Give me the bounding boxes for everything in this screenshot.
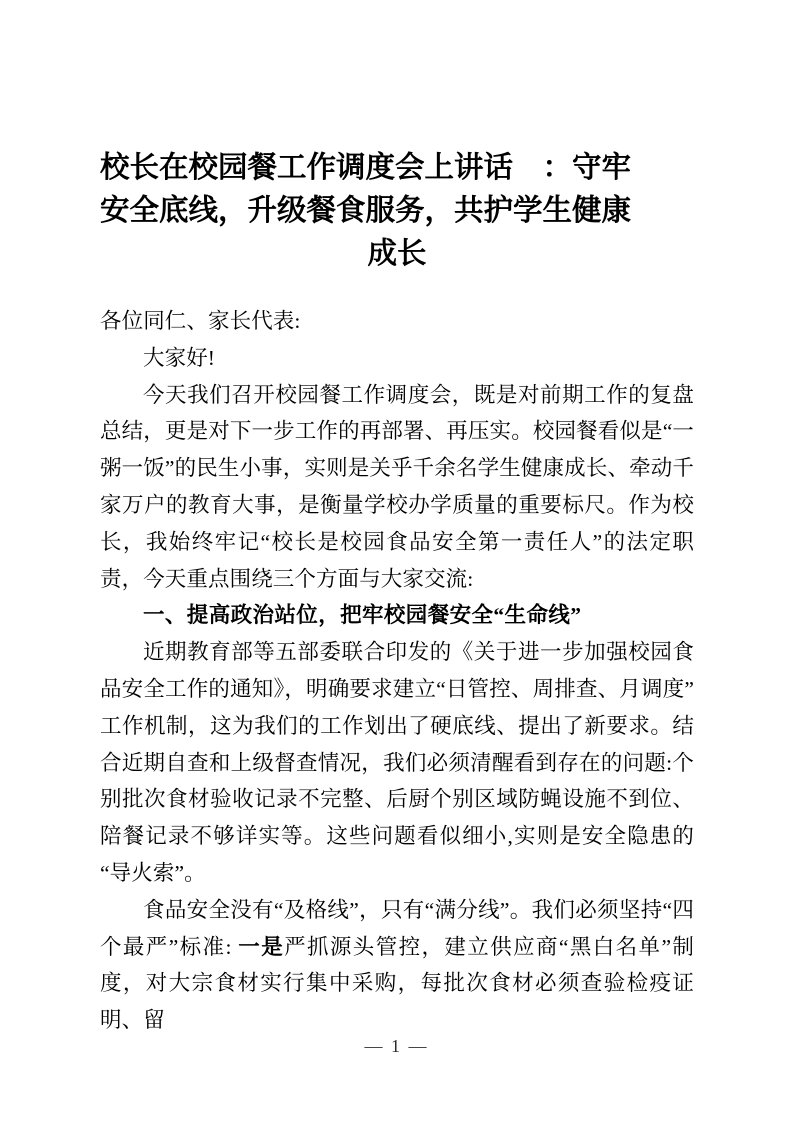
paragraph-section-1-2 bbox=[100, 892, 694, 1039]
paragraph-salutation: 各位同仁、家长代表: bbox=[100, 309, 301, 333]
page-number: — 1 — bbox=[364, 1036, 429, 1056]
section-heading-1: 一、提高政治站位，把牢校园餐安全“生命线” bbox=[143, 603, 582, 628]
page-title bbox=[100, 0, 694, 275]
segment-bold-yishi: 一是 bbox=[238, 934, 285, 959]
segment-plain-1: 食品安全没有“及格线”，只有“满分线”。我们必须坚持“四个最严”标准: bbox=[100, 897, 694, 959]
title-line-2: 安全底线，升级餐食服务，共护学生健康 bbox=[100, 193, 632, 227]
document-body bbox=[100, 303, 694, 1039]
paragraph-section-1-1: 近期教育部等五部委联合印发的《关于进一步加强校园食品安全工作的通知》，明确要求建立“日管控、周排查、月调度”工作机制，这为我们的工作划出了硬底线、提出了新要求。结合近期自查和上级督查情况，我们必须清醒看到存在的问题:个别批次食材验收记录不完整、后厨个别区域防蝇设施不到位、陪餐记录不够详实等。这些问题看似细小,实则是安全隐患的“导火索”。 bbox=[100, 640, 694, 885]
page-footer bbox=[0, 1036, 793, 1057]
segment-plain-2: 严抓源头管控，建立供应商“黑白名单”制度，对大宗食材实行集中采购，每批次食材必须查验检疫证明、留 bbox=[100, 934, 694, 1033]
paragraph-greeting: 大家好! bbox=[143, 345, 216, 370]
title-line-1: 校长在校园餐工作调度会上讲话 ：守牢 bbox=[100, 150, 632, 184]
page-content bbox=[100, 0, 694, 1039]
title-line-3: 成长 bbox=[367, 236, 427, 270]
paragraph-opening: 今天我们召开校园餐工作调度会，既是对前期工作的复盘总结，更是对下一步工作的再部署、再压实。校园餐看似是“一粥一饭”的民生小事，实则是关乎千余名学生健康成长、牵动千家万户的教育大事，是衡量学校办学质量的重要标尺。作为校长，我始终牢记“校长是校园食品安全第一责任人”的法定职责，今天重点围绕三个方面与大家交流: bbox=[100, 382, 694, 591]
